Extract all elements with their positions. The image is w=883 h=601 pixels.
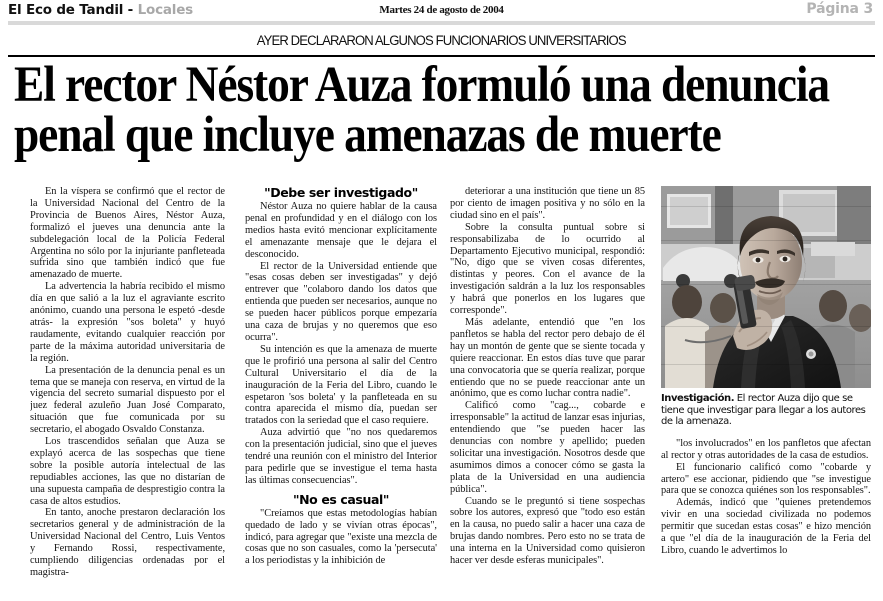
paragraph: El rector de la Universidad entiende que "esas cosas deben ser investigadas" y dejó entrever que "colaboro dando los datos que entienda que pueden ser necesarios, aunque no se pueden hacer públicos porque empezaría una caza de brujas y no queremos que eso ocurra".: [245, 260, 437, 343]
article-column-3: [450, 186, 645, 601]
paragraph: La presentación de la denuncia penal es un tema que se maneja con reserva, en virtud de la vigencia del secreto sumarial dispuesto por el juez federal azuleño Juan José Comparato, situación que fue comunicada por su secretario, el abogado Osvaldo Constanza.: [30, 364, 225, 436]
paragraph: Auza advirtió que "no nos quedaremos con la presentación judicial, sino que el jueves tendré una reunión con el ministro del Interior para pedirle que se investigue el tema hasta las últimas consecuencias".: [245, 427, 437, 486]
paragraph: Además, indicó que "quienes pretendemos vivir en una sociedad civilizada no podemos permitir que sucedan estas cosas" e hizo mención a que "el día de la inauguración de la Feria del Libro, cuando le advertimos lo: [661, 497, 871, 556]
article-column-2: [245, 186, 437, 601]
page-number: Página 3: [806, 1, 873, 17]
paragraph: En la víspera se confirmó que el rector de la Universidad Nacional del Centro de la Provincia de Buenos Aires, Néstor Auza, formalizó el jueves una denuncia ante la subdelegación local de la Policía Federal Argentina no sólo por la injuriante panfleteada sufrida sino que también indicó que fue amenazado de muerte.: [30, 186, 225, 281]
paragraph: Los trascendidos señalan que Auza se explayó acerca de las sospechas que tiene sobre la posible autoría intelectual de las repudiables acciones, las que no distarían de una supuesta campaña de desprestigio contra la casa de altos estudios.: [30, 436, 225, 507]
kicker-container: [0, 32, 883, 50]
paragraph: deteriorar a una institución que tiene un 85 por ciento de imagen positiva y no sólo en la ciudad sino en el país".: [450, 186, 645, 221]
caption-body: El rector Auza dijo que se tiene que investigar para llegar a los autores de la amenaza.: [661, 393, 866, 428]
paragraph: Calificó como "cag..., cobarde e irresponsable" la actitud de lanzar esas injurias, entendiendo que "se pueden hacer las denuncias con nombre y apellido; pueden solicitar una investigación. Nosotros desde que asumimos dimos a conocer cómo se gasta la plata de la Universidad en una audiencia pública".: [450, 400, 645, 495]
article-body: [0, 186, 883, 601]
masthead-separator: -: [123, 2, 138, 18]
column-4-text: [661, 438, 871, 557]
column-3-text: [450, 186, 645, 567]
caption-lead: Investigación.: [661, 393, 735, 404]
paragraph: En tanto, anoche prestaron declaración los secretarios general y de administración de la Universidad Nacional del Centro, Luis Ventos y Fernando Rossi, respectivamente, cumpliendo diligencias ordenadas por el magistra-: [30, 507, 225, 578]
masthead: [0, 0, 883, 22]
page-title: [14, 57, 883, 163]
subheading-no-es-casual: "No es casual": [293, 491, 389, 507]
paragraph: "Creíamos que estas metodologías habían quedado de lado y se vivían otras épocas", indicó, para agregar que "existe una mezcla de cosas que no son casuales, como la 'persecuta' a los periodistas y la inhibición de: [245, 507, 437, 567]
headline-line-2: penal que incluye amenazas de muerte: [14, 106, 721, 163]
masthead-rule: [8, 21, 875, 25]
column-2-text-part-1: [245, 201, 437, 487]
headline-line-1: El rector Néstor Auza formuló una denuncia: [14, 57, 830, 113]
column-1-text: [30, 186, 225, 579]
paragraph: Néstor Auza no quiere hablar de la causa penal en profundidad y en el diálogo con los medios hasta evitó mencionar explícitamente el amenazante mensaje que le dejara el desconocido.: [245, 201, 437, 260]
paragraph: "los involucrados" en los panfletos que afectan al rector y otras autoridades de la casa de estudios.: [661, 437, 871, 461]
paragraph: El funcionario calificó como "cobarde y artero" ese accionar, pidiendo que "se investigue para que se conozca quiénes son los responsables".: [661, 461, 871, 497]
paragraph: Más adelante, entendió que "en los panfletos se habla del rector pero debajo de él hay un montón de gente que se siente tocada y quiere reaccionar. En estos días tuve que parar una convocatoria que se quería realizar, porque entiendo que no se puede reaccionar ante un anónimo, que es como luchar contra nadie".: [450, 316, 645, 400]
section-name: Locales: [137, 2, 194, 18]
auza-photo: [661, 186, 871, 388]
paragraph: La advertencia la habría recibido el mismo día en que salió a la luz el agraviante escrito anónimo, cuando una persona le espetó -desde atrás- la expresión "sos boleta" y huyó raudamente, evitando cualquier reacción por parte de la máxima autoridad universitaria de la región.: [30, 281, 225, 364]
column-2-text-part-2: [245, 508, 437, 568]
paragraph: Sobre la consulta puntual sobre si responsabilizaba de lo ocurrido al Departamento Ejecutivo municipal, respondió: "No, digo que se viven cosas diferentes, distintas y peores. Con el avance de la investigación saldrán a la luz los responsables y habrá que ponerlos en los lugares que corresponde".: [450, 221, 645, 317]
paragraph: Cuando se le preguntó si tiene sospechas sobre los autores, expresó que "todo eso están en la causa, no puedo salir a hacer una caza de brujas dando nombres. Pero esto no se trata de una interna en la Universidad como quisieron hacer ver desde esferas municipales".: [450, 495, 645, 567]
photo-caption: [661, 393, 871, 428]
paper-name: El Eco de Tandil: [8, 2, 124, 18]
article-column-4: [661, 186, 871, 601]
article-column-1: [30, 186, 225, 601]
paragraph: Su intención es que la amenaza de muerte que le profirió una persona al salir del Centro Cultural Universitario el día de la inauguración de la Feria del Libro, cuando le espetaron 'sos boleta' y la panfleteada en su contra aparecida el mismo día, puedan ser tratados con la seriedad que el caso requiere.: [245, 343, 437, 427]
subheading-debe-ser-investigado: "Debe ser investigado": [264, 186, 418, 200]
kicker-text: AYER DECLARARON ALGUNOS FUNCIONARIOS UNIVERSITARIOS: [256, 33, 627, 48]
publication-date: Martes 24 de agosto de 2004: [379, 4, 504, 16]
